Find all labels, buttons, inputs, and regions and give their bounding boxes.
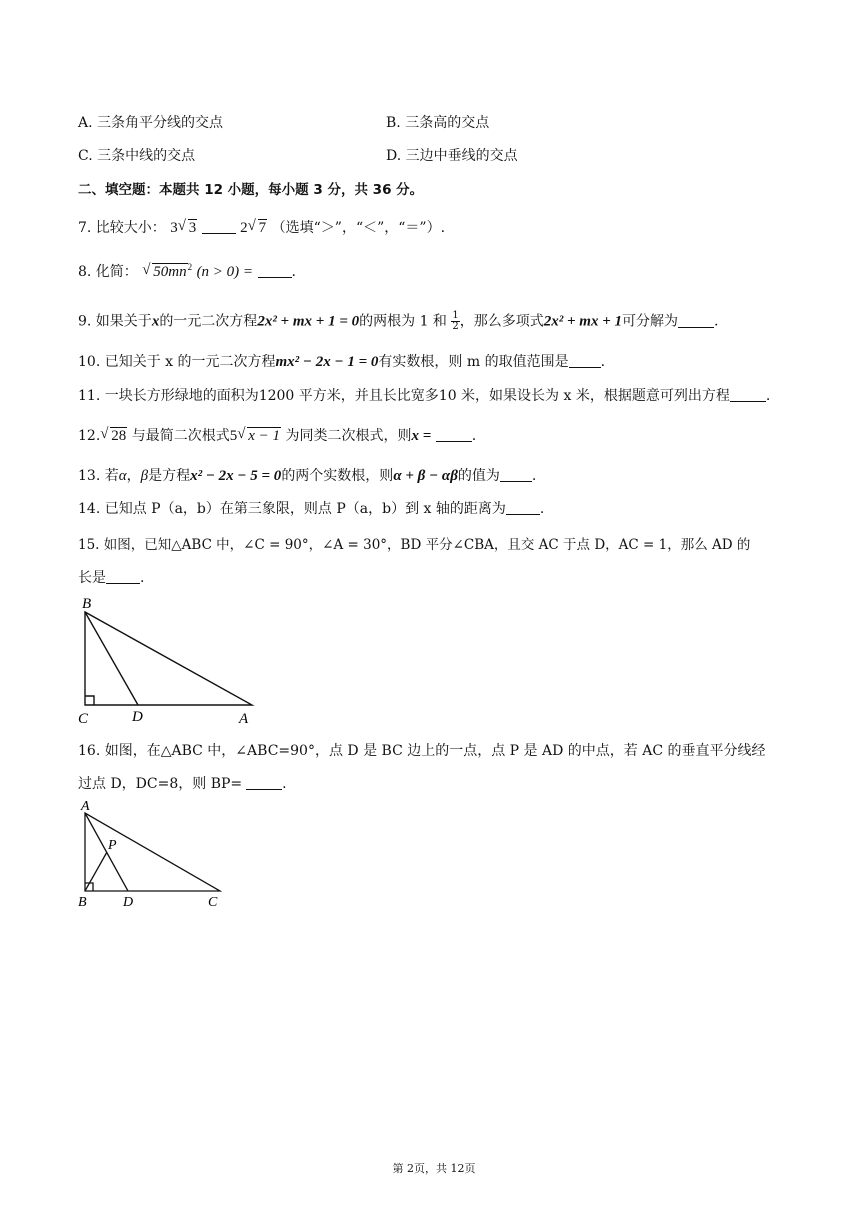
page-footer: 第 2页，共 12页 (392, 1162, 476, 1175)
section-heading: 二、填空题：本题共 12 小题，每小题 3 分，共 36 分。 (78, 182, 424, 198)
triangle-abc (85, 813, 220, 891)
answer-blank (106, 569, 140, 584)
label-b: B (78, 895, 87, 910)
answer-blank (730, 387, 766, 402)
answer-blank (678, 313, 714, 328)
question-7: 7. 比较大小： 3 √ 3 2 √ 7 （选填“＞”，“＜”，“＝”）. (78, 218, 446, 236)
segment-bd (85, 612, 138, 705)
label-a: A (239, 711, 249, 727)
label-c: C (78, 711, 89, 727)
option-d: D. 三边中垂线的交点 (386, 148, 518, 164)
answer-blank (202, 219, 236, 234)
question-15-line-2: 长是 . (78, 570, 145, 586)
label-b: B (82, 596, 92, 612)
label-c: C (208, 895, 218, 910)
label-d: D (123, 895, 134, 910)
segment-bp (85, 852, 107, 891)
answer-blank (569, 353, 601, 368)
question-9: 9. 如果关于x的一元二次方程2x² + mx + 1 = 0的两根为 1 和 $\frac{1}{2}$ ，那么多项式2x² + mx + 1可分解为 . (78, 310, 719, 332)
figure-15-triangle (72, 592, 272, 732)
option-c: C. 三条中线的交点 (78, 148, 196, 164)
question-16-line-2: 过点 D，DC=8，则 BP= . (78, 776, 287, 792)
option-b: B. 三条高的交点 (386, 115, 490, 131)
question-15-line-1: 15. 如图，已知△ABC 中，∠C = 90°，∠A = 30°，BD 平分∠CBA，且交 AC 于点 D，AC = 1，那么 AD 的 (78, 537, 751, 553)
answer-blank (500, 467, 532, 482)
label-a: A (81, 799, 90, 814)
question-14: 14. 已知点 P（a，b）在第三象限，则点 P（a，b）到 x 轴的距离为 . (78, 501, 545, 517)
question-16-line-1: 16. 如图，在△ABC 中，∠ABC=90°，点 D 是 BC 边上的一点，点 P 是 AD 的中点，若 AC 的垂直平分线经 (78, 743, 766, 759)
question-10: 10. 已知关于 x 的一元二次方程mx² − 2x − 1 = 0有实数根，则 m 的取值范围是 . (78, 354, 606, 370)
option-a: A. 三条角平分线的交点 (78, 115, 224, 131)
question-8: 8. 化简： √ $50mn^2$ (n > 0) = . (78, 262, 296, 280)
question-13: 13. 若α，β是方程x² − 2x − 5 = 0的两个实数根，则α + β − αβ的值为 . (78, 468, 537, 484)
right-angle-mark (85, 696, 94, 705)
triangle-abc (85, 612, 252, 705)
answer-blank (258, 263, 292, 278)
question-11: 11. 一块长方形绿地的面积为1200 平方米，并且长比宽多10 米，如果设长为 x 米，根据题意可列出方程 . (78, 388, 771, 404)
answer-blank (436, 427, 472, 442)
figure-16-triangle (72, 796, 242, 914)
label-p: P (108, 838, 117, 853)
question-12: 12. √ 28 与最简二次根式5 √ x − 1 为同类二次根式，则x = . (78, 426, 477, 444)
answer-blank (506, 500, 540, 515)
answer-blank (246, 775, 282, 790)
label-d: D (132, 709, 143, 725)
